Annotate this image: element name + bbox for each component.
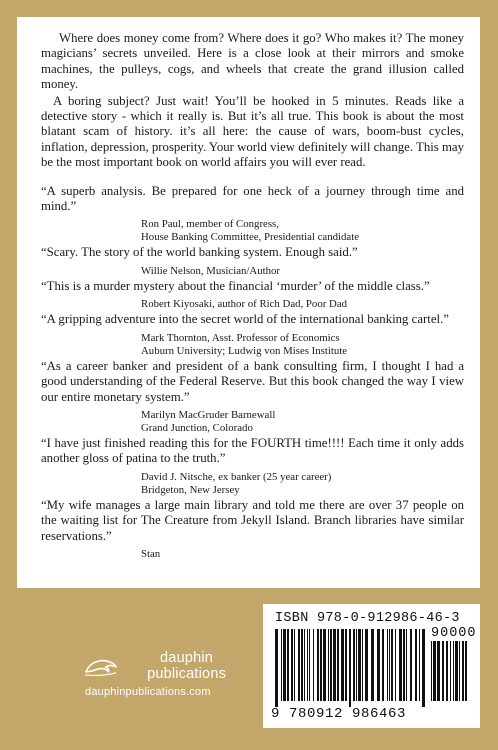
review-attribution: Mark Thornton, Asst. Professor of Economics (141, 331, 340, 344)
barcode-bar (431, 641, 432, 701)
barcode-bar (358, 629, 361, 701)
barcode-bar (391, 629, 393, 701)
barcode-bar (291, 629, 293, 701)
barcode-bar (353, 629, 355, 701)
barcode-bar (356, 629, 357, 701)
barcode-bar (362, 629, 363, 701)
barcode-bar (387, 629, 388, 701)
barcode-bar (281, 629, 282, 701)
barcode-bar (287, 629, 289, 701)
barcode-bar (323, 629, 326, 701)
ean-digits: 9 780912 986463 (271, 706, 407, 722)
barcode-bar (275, 629, 278, 707)
barcode-bar (317, 629, 319, 701)
barcode-bar (455, 641, 458, 701)
review-attribution: Marilyn MacGruder Barnewall (141, 408, 276, 421)
barcode (263, 604, 480, 728)
intro (41, 31, 464, 171)
barcode-bar (453, 641, 454, 701)
barcode-bar (399, 629, 402, 701)
review (41, 245, 464, 277)
reviews (41, 184, 464, 561)
review-quote: “A superb analysis. Be prepared for one heck of a journey through time and mind.” (41, 183, 464, 214)
review (41, 359, 464, 435)
intro-paragraph-1: Where does money come from? Where does it go? Who makes it? The money magicians’ secrets unveiled. Here is a close look at their mirrors and smoke machines, the pulleys, cogs, and wheels that create the grand illusion called money. (41, 31, 464, 92)
barcode-bar (298, 629, 300, 701)
isbn-label: ISBN 978-0-912986-46-3 (275, 611, 460, 626)
barcode-bar (320, 629, 322, 701)
barcode-bar (415, 629, 417, 701)
barcode-addon-bars (431, 641, 471, 707)
review-quote: “As a career banker and president of a bank consulting firm, I thought I had a good understanding of the Federal Reserve. But this book changed the way I view our entire monetary system.” (41, 358, 464, 404)
review-quote: “Scary. The story of the world banking system. Enough said.” (41, 245, 358, 260)
review-attribution: Robert Kiyosaki, author of Rich Dad, Poor Dad (141, 298, 348, 311)
barcode-bar (283, 629, 286, 701)
barcode-bar (422, 629, 425, 707)
barcode-bar (462, 641, 464, 701)
text-panel (17, 17, 480, 588)
review-quote: “I have just finished reading this for the FOURTH time!!!! Each time it only adds another gloss of patina to the truth.” (41, 435, 464, 466)
barcode-bar (450, 641, 451, 701)
barcode-bars (275, 629, 425, 707)
review-attribution: Bridgeton, New Jersey (141, 483, 240, 496)
review (41, 184, 464, 245)
review-attribution: House Banking Committee, Presidential candidate (141, 231, 359, 244)
review-attribution: Grand Junction, Colorado (141, 421, 253, 434)
barcode-addon-label: 90000 (431, 626, 477, 641)
barcode-bar (345, 629, 347, 701)
review (41, 436, 464, 497)
review-attribution: Auburn University; Ludwig von Mises Institute (141, 344, 348, 357)
barcode-bar (328, 629, 329, 701)
review-attribution: Willie Nelson, Musician/Author (141, 264, 281, 277)
review-attribution: David J. Nitsche, ex banker (25 year career) (141, 470, 332, 483)
barcode-bar (301, 629, 303, 701)
publisher-logo (83, 650, 253, 698)
intro-paragraph-2: A boring subject? Just wait! You’ll be hooked in 5 minutes. Reads like a detective story - which it really is. But it’s all true. This book is about the most blatant scam of history. it’s all here: the cause of wars, boom-bust cycles, inflation, depression, prosperity. Your world view definitely will change. This may be the most important book on world affairs you will ever read. (41, 93, 464, 170)
publisher-logo-row (83, 650, 253, 682)
review-quote: “My wife manages a large main library and told me there are over 37 people on the waiting list for The Creature from Jekyll Island. Branch libraries have similar reservations.” (41, 497, 464, 543)
barcode-bar (333, 629, 336, 701)
review-attribution: Ron Paul, member of Congress, (141, 218, 279, 231)
barcode-bar (437, 641, 440, 701)
review-attribution: Stan (141, 547, 161, 560)
barcode-bar (365, 629, 368, 701)
barcode-bar (403, 629, 405, 701)
barcode-bar (410, 629, 412, 701)
barcode-bar (309, 629, 310, 701)
barcode-bar (304, 629, 305, 701)
barcode-bar (337, 629, 339, 701)
barcode-bar (389, 629, 390, 701)
barcode-bar (349, 629, 351, 707)
barcode-bar (419, 629, 420, 701)
barcode-bar (377, 629, 380, 701)
barcode-bar (395, 629, 396, 701)
dolphin-icon (83, 654, 118, 678)
barcode-bar (406, 629, 407, 701)
review-quote: “A gripping adventure into the secret world of the international banking cartel.” (41, 312, 449, 327)
barcode-bar (382, 629, 384, 701)
review (41, 312, 464, 357)
review (41, 498, 464, 561)
review (41, 279, 464, 311)
barcode-bar (465, 641, 467, 701)
publisher-name: dauphin publications (147, 650, 227, 682)
barcode-bar (459, 641, 460, 701)
barcode-bar (446, 641, 448, 701)
barcode-bar (307, 629, 308, 701)
barcode-bar (442, 641, 444, 701)
barcode-bar (330, 629, 332, 701)
barcode-bar (371, 629, 374, 701)
barcode-bar (313, 629, 314, 701)
barcode-bar (341, 629, 344, 701)
review-quote: “This is a murder mystery about the financial ‘murder’ of the middle class.” (41, 278, 430, 293)
barcode-bar (433, 641, 436, 701)
barcode-bar (294, 629, 295, 701)
publisher-url: dauphinpublications.com (85, 686, 211, 698)
